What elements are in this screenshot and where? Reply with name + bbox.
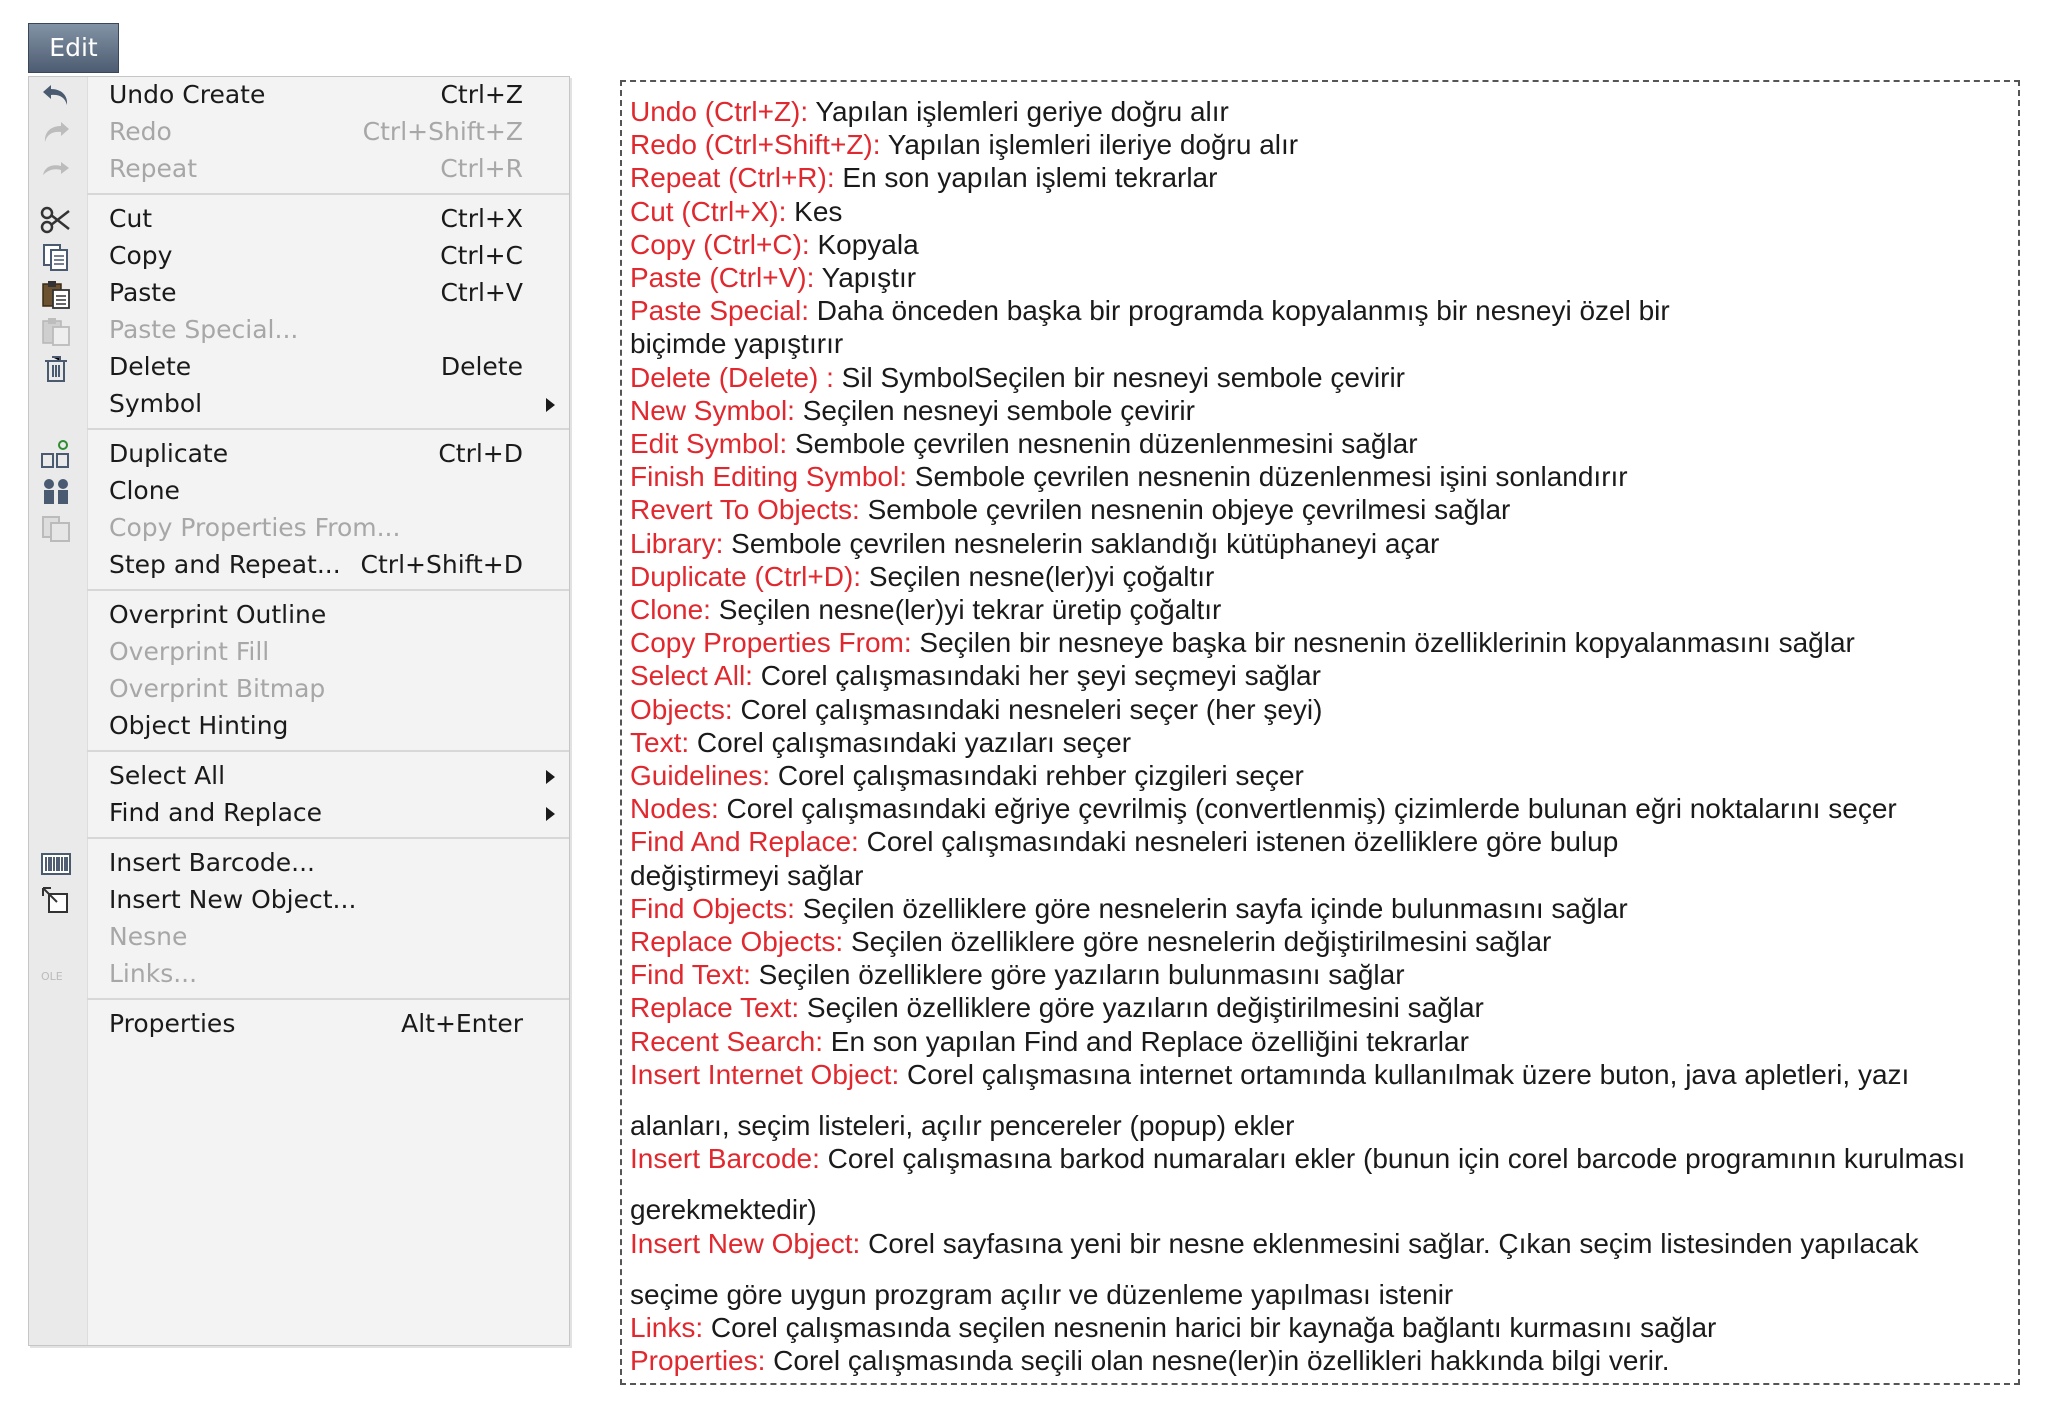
description-term: Repeat (Ctrl+R): — [630, 162, 835, 194]
description-text: Yapıştır — [814, 262, 917, 293]
description-line — [630, 459, 1628, 495]
description-line — [630, 1024, 1469, 1060]
description-text: alanları, seçim listeleri, açılır pencereler (popup) ekler — [630, 1110, 1295, 1141]
description-text: Kes — [786, 195, 843, 227]
menu-item-label: Repeat — [109, 154, 198, 183]
description-line — [630, 492, 1510, 528]
description-line — [630, 824, 1618, 860]
cut-icon — [39, 203, 73, 237]
menu-item-shortcut: Alt+Enter — [401, 1009, 523, 1038]
menu-item-label: Links... — [109, 959, 198, 988]
description-term: Duplicate (Ctrl+D): — [630, 560, 862, 592]
description-line — [630, 924, 1551, 960]
description-term: Text: — [630, 726, 690, 758]
menu-item-shortcut: Ctrl+D — [438, 439, 523, 468]
menu-item-label: Step and Repeat... — [109, 550, 341, 579]
description-term: Finish Editing Symbol: — [630, 461, 908, 493]
description-term: Replace Objects: — [630, 926, 844, 957]
menu-item-shortcut: Ctrl+Z — [440, 80, 523, 109]
copy-properties-icon — [39, 512, 73, 546]
description-text: Corel çalışmasındaki eğriye çevrilmiş (convertlenmiş) çizimlerde bulunan eğri noktalarını seçer — [718, 793, 1897, 825]
menu-item-label: Overprint Bitmap — [109, 674, 326, 703]
copy-icon — [39, 240, 73, 274]
menu-item-links — [29, 952, 569, 996]
description-line — [630, 725, 1131, 761]
menu-item-label: Cut — [109, 204, 153, 233]
description-line — [630, 625, 1855, 661]
description-line — [630, 592, 1221, 628]
description-text: Yapılan işlemleri ileriye doğru alır — [880, 129, 1299, 161]
description-term: Find Objects: — [630, 892, 795, 924]
description-line — [630, 1108, 1295, 1144]
description-text: Kopyala — [809, 228, 919, 260]
menu-item-label: Clone — [109, 476, 180, 505]
description-text: Corel çalışmasına barkod numaraları ekler (bunun için corel barcode programının kurulması — [819, 1143, 1966, 1175]
menu-item-properties[interactable] — [29, 1002, 569, 1046]
paste-icon — [39, 277, 73, 311]
menu-item-label: Find and Replace — [109, 798, 323, 827]
description-line — [630, 1192, 817, 1228]
menu-item-label: Undo Create — [109, 80, 266, 109]
description-line — [630, 127, 1298, 163]
description-text: Sembole çevrilen nesnelerin saklandığı kütüphaneyi açar — [723, 527, 1440, 559]
description-term: Paste Special: — [630, 295, 809, 327]
edit-menu-title[interactable]: Edit — [28, 23, 119, 73]
menu-item-label: Redo — [109, 117, 172, 146]
description-term: Insert Internet Object: — [630, 1058, 900, 1090]
description-line — [630, 858, 863, 894]
description-line — [630, 791, 1897, 827]
description-line — [630, 957, 1405, 993]
description-text: Yapılan işlemleri geriye doğru alır — [808, 96, 1229, 127]
description-line — [630, 658, 1321, 694]
menu-item-label: Object Hinting — [109, 711, 289, 740]
redo-icon — [39, 116, 73, 150]
menu-item-shortcut: Ctrl+V — [440, 278, 523, 307]
description-term: Paste (Ctrl+V): — [630, 262, 815, 293]
menu-separator — [87, 998, 569, 1000]
description-line — [630, 1141, 1965, 1177]
description-line — [630, 758, 1304, 794]
description-term: Replace Text: — [630, 992, 800, 1024]
edit-dropdown-menu — [28, 76, 570, 1346]
description-line — [630, 426, 1418, 462]
description-line — [630, 393, 1195, 429]
description-line — [630, 360, 1405, 396]
description-line — [630, 293, 1670, 329]
barcode-icon — [39, 847, 73, 881]
description-text: Seçilen nesneyi sembole çevirir — [794, 394, 1195, 426]
description-line — [630, 692, 1322, 728]
menu-item-label: Select All — [109, 761, 226, 790]
menu-separator — [87, 750, 569, 752]
description-text: Corel çalışmasında seçili olan nesne(ler)in özellikleri hakkında bilgi verir. — [765, 1345, 1670, 1377]
description-text: Corel çalışmasındaki nesneleri istenen özelliklere göre bulup — [858, 826, 1619, 858]
description-text: Corel çalışmasındaki nesneleri seçer (her şeyi) — [732, 693, 1323, 725]
description-term: Links: — [630, 1312, 704, 1343]
description-term: Edit Symbol: — [630, 428, 788, 459]
description-line — [630, 1226, 1919, 1262]
menu-item-label: Paste — [109, 278, 177, 307]
description-line — [630, 526, 1439, 562]
menu-item-label: Overprint Fill — [109, 637, 270, 666]
description-term: Find Text: — [630, 959, 751, 991]
description-term: Clone: — [630, 594, 711, 625]
submenu-arrow-icon — [546, 398, 555, 412]
description-term: Delete (Delete) : — [630, 361, 834, 393]
description-term: Insert Barcode: — [630, 1143, 820, 1175]
menu-item-label: Delete — [109, 352, 192, 381]
menu-item-shortcut: Delete — [440, 352, 523, 381]
submenu-arrow-icon — [546, 770, 555, 784]
menu-item-label: Copy Properties From... — [109, 513, 401, 542]
menu-separator — [87, 193, 569, 195]
menu-item-label: Properties — [109, 1009, 236, 1038]
menu-item-label: Symbol — [109, 389, 203, 418]
description-term: Copy Properties From: — [630, 627, 912, 659]
duplicate-icon — [39, 438, 73, 472]
description-line — [630, 1057, 1909, 1093]
description-line — [630, 1310, 1716, 1346]
description-term: Insert New Object: — [630, 1227, 861, 1259]
description-text: En son yapılan Find and Replace özelliğini tekrarlar — [823, 1025, 1469, 1057]
description-text: En son yapılan işlemi tekrarlar — [834, 162, 1218, 194]
description-text: Seçilen özelliklere göre nesnelerin sayfa içinde bulunmasını sağlar — [794, 892, 1628, 924]
menu-item-object-hinting[interactable] — [29, 704, 569, 748]
ole-links-icon — [39, 958, 73, 992]
paste-special-icon — [39, 314, 73, 348]
repeat-icon — [39, 153, 73, 187]
description-text: Sembole çevrilen nesnenin düzenlenmesini sağlar — [787, 428, 1418, 459]
description-text: Corel sayfasına yeni bir nesne eklenmesini sağlar. Çıkan seçim listesinden yapılacak — [860, 1227, 1919, 1259]
description-term: Copy (Ctrl+C): — [630, 228, 810, 260]
description-term: Properties: — [630, 1345, 766, 1377]
description-text: Corel çalışmasındaki rehber çizgileri seçer — [770, 760, 1304, 791]
menu-item-label: Insert Barcode... — [109, 848, 315, 877]
description-term: Recent Search: — [630, 1025, 823, 1057]
description-term: New Symbol: — [630, 394, 795, 426]
description-term: Find And Replace: — [630, 826, 859, 858]
description-text: Sembole çevrilen nesnenin düzenlenmesi işini sonlandırır — [907, 461, 1628, 493]
menu-separator — [87, 589, 569, 591]
menu-item-label: Overprint Outline — [109, 600, 327, 629]
description-line — [630, 891, 1628, 927]
description-line — [630, 1343, 1670, 1379]
description-line — [630, 559, 1214, 595]
menu-item-shortcut: Ctrl+X — [440, 204, 523, 233]
description-panel — [620, 80, 2020, 1385]
description-line — [630, 1277, 1453, 1313]
description-text: seçime göre uygun prozgram açılır ve düzenleme yapılması istenir — [630, 1278, 1454, 1310]
submenu-arrow-icon — [546, 807, 555, 821]
description-text: gerekmektedir) — [630, 1194, 817, 1226]
menu-separator — [87, 837, 569, 839]
description-term: Guidelines: — [630, 760, 771, 791]
description-text: değiştirmeyi sağlar — [630, 859, 864, 891]
menu-item-shortcut: Ctrl+Shift+D — [360, 550, 523, 579]
description-term: Redo (Ctrl+Shift+Z): — [630, 129, 881, 161]
description-text: Corel çalışmasında seçilen nesnenin harici bir kaynağa bağlantı kurmasını sağlar — [703, 1312, 1717, 1343]
menu-item-label: Nesne — [109, 922, 188, 951]
description-text: Corel çalışmasındaki her şeyi seçmeyi sağlar — [752, 660, 1321, 692]
description-line — [630, 160, 1217, 196]
description-term: Cut (Ctrl+X): — [630, 195, 787, 227]
menu-item-shortcut: Ctrl+Shift+Z — [362, 117, 523, 146]
description-text: Daha önceden başka bir programda kopyalanmış bir nesneyi özel bir — [809, 295, 1670, 327]
insert-object-icon — [39, 884, 73, 918]
menu-item-symbol[interactable] — [29, 382, 569, 426]
description-line — [630, 260, 916, 296]
description-term: Select All: — [630, 660, 753, 692]
description-term: Revert To Objects: — [630, 494, 860, 526]
menu-item-shortcut: Ctrl+C — [440, 241, 523, 270]
description-line — [630, 194, 842, 230]
description-term: Library: — [630, 527, 724, 559]
menu-item-repeat — [29, 147, 569, 191]
undo-icon — [39, 79, 73, 113]
menu-item-label: Insert New Object... — [109, 885, 357, 914]
description-text: Seçilen nesne(ler)yi çoğaltır — [861, 560, 1215, 592]
menu-item-label: Paste Special... — [109, 315, 299, 344]
menu-separator — [87, 428, 569, 430]
description-term: Nodes: — [630, 793, 719, 825]
menu-item-label: Copy — [109, 241, 173, 270]
description-text: Seçilen özelliklere göre nesnelerin değiştirilmesini sağlar — [843, 926, 1552, 957]
description-text: Seçilen özelliklere göre yazıların değiştirilmesini sağlar — [799, 992, 1484, 1024]
menu-item-label: Duplicate — [109, 439, 229, 468]
description-term: Undo (Ctrl+Z): — [630, 96, 809, 127]
description-term: Objects: — [630, 693, 733, 725]
clone-icon — [39, 475, 73, 509]
menu-item-find-and-replace[interactable] — [29, 791, 569, 835]
description-text: biçimde yapıştırır — [630, 328, 844, 360]
description-text: Corel çalışmasına internet ortamında kullanılmak üzere buton, java apletleri, yazı — [899, 1058, 1910, 1090]
menu-item-step-and-repeat[interactable] — [29, 543, 569, 587]
description-line — [630, 94, 1229, 130]
description-line — [630, 990, 1484, 1026]
trash-icon — [39, 351, 73, 385]
description-line — [630, 326, 843, 362]
description-text: Seçilen nesne(ler)yi tekrar üretip çoğaltır — [710, 594, 1222, 625]
description-text: Sembole çevrilen nesnenin objeye çevrilmesi sağlar — [859, 494, 1511, 526]
description-line — [630, 227, 919, 263]
description-text: Seçilen bir nesneye başka bir nesnenin özelliklerinin kopyalanmasını sağlar — [911, 627, 1855, 659]
description-text: Seçilen özelliklere göre yazıların bulunmasını sağlar — [750, 959, 1405, 991]
description-text: Sil SymbolSeçilen bir nesneyi sembole çevirir — [833, 361, 1405, 393]
svg-text:OLE: OLE — [41, 970, 63, 983]
menu-item-shortcut: Ctrl+R — [440, 154, 523, 183]
description-text: Corel çalışmasındaki yazıları seçer — [689, 726, 1132, 758]
